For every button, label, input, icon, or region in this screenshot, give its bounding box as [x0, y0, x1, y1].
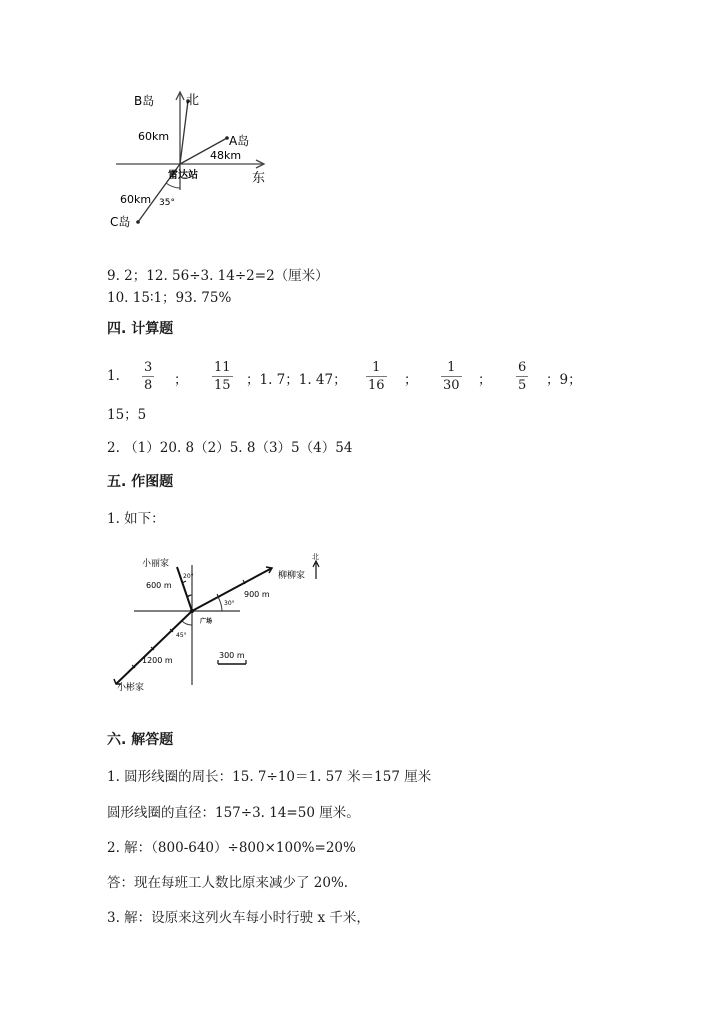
fraction-1: [142, 360, 154, 393]
label-xiaobin: 小彬家: [117, 683, 145, 693]
angle-arc-30: [218, 597, 222, 611]
separator-2: ；: [404, 372, 418, 388]
label-angle-20: 20°: [183, 573, 194, 580]
line-to-b: [180, 101, 188, 164]
s6-q1-line1: 1. 圆形线圈的周长：15. 7÷10＝1. 57 米＝157 厘米: [107, 769, 432, 785]
label-island-b: B岛: [134, 94, 155, 108]
separator-1: ；: [174, 372, 188, 388]
label-plaza: 广场: [200, 618, 213, 625]
fraction-4-num: 1: [447, 360, 456, 375]
label-center: 雷达站: [168, 170, 198, 181]
label-scale: 300 m: [219, 651, 245, 660]
map-north-label: 北: [312, 553, 319, 561]
label-liuliu: 柳柳家: [278, 571, 306, 581]
fraction-2-den: 15: [214, 378, 231, 393]
fraction-2-num: 11: [214, 360, 231, 375]
fraction-5-num: 6: [518, 360, 527, 375]
label-angle: 35°: [159, 198, 175, 208]
s4-q2: 2. （1）20. 8（2）5. 8（3）5（4）54: [107, 440, 353, 456]
label-xiaoli: 小丽家: [142, 559, 170, 569]
angle-arc: [166, 183, 180, 188]
section-5-title: 五. 作图题: [107, 474, 174, 490]
angle-arc-45: [182, 621, 192, 625]
section-4-title: 四. 计算题: [107, 321, 174, 337]
label-angle-30: 30°: [224, 600, 235, 607]
s6-q3-line1: 3. 解：设原来这列火车每小时行驶 x 千米，: [107, 910, 370, 926]
fraction-1-num: 3: [144, 360, 153, 375]
fraction-3-num: 1: [372, 360, 381, 375]
label-dist-b: 60km: [138, 130, 170, 143]
label-dist-c: 60km: [120, 193, 152, 206]
fraction-1-den: 8: [144, 378, 153, 393]
radar-diagram: [100, 80, 290, 240]
label-dist-a: 48km: [210, 149, 242, 162]
point-c: [136, 220, 140, 224]
separator-3: ；: [478, 372, 492, 388]
fraction-5: [516, 360, 528, 393]
label-island-c: C岛: [110, 215, 131, 229]
label-island-a: A岛: [229, 134, 250, 148]
label-dist-xiaobin: 1200 m: [142, 656, 173, 665]
answer-9: 9. 2；12. 56÷3. 14÷2=2（厘米）: [107, 268, 329, 284]
section-6-title: 六. 解答题: [107, 732, 174, 748]
label-dist-liuliu: 900 m: [244, 590, 270, 599]
label-east: 东: [252, 171, 266, 186]
label-north: 北: [186, 93, 200, 108]
s4-q1-number: 1.: [107, 368, 120, 384]
fraction-3: [366, 360, 387, 393]
s4-q1-line2: 15；5: [107, 407, 147, 423]
s6-q2-line2: 答：现在每班工人数比原来减少了 20%.: [107, 875, 349, 891]
line-to-xiaobin: [116, 611, 192, 684]
tail-values: ；9；: [546, 372, 582, 388]
answer-10: 10. 15∶1；93. 75%: [107, 290, 232, 306]
fraction-4-den: 30: [443, 378, 460, 393]
fraction-4: [441, 360, 462, 393]
map-diagram: [100, 545, 340, 695]
fraction-3-den: 16: [368, 378, 385, 393]
mid-values: ；1. 7；1. 47；: [246, 372, 347, 388]
s5-q1: 1. 如下：: [107, 511, 165, 527]
s6-q1-line2: 圆形线圈的直径：157÷3. 14=50 厘米。: [107, 805, 360, 821]
label-angle-45: 45°: [176, 632, 187, 639]
fraction-2: [212, 360, 233, 393]
fraction-5-den: 5: [518, 378, 527, 393]
s6-q2-line1: 2. 解：（800-640）÷800×100%=20%: [107, 840, 356, 856]
label-dist-xiaoli: 600 m: [146, 581, 172, 590]
